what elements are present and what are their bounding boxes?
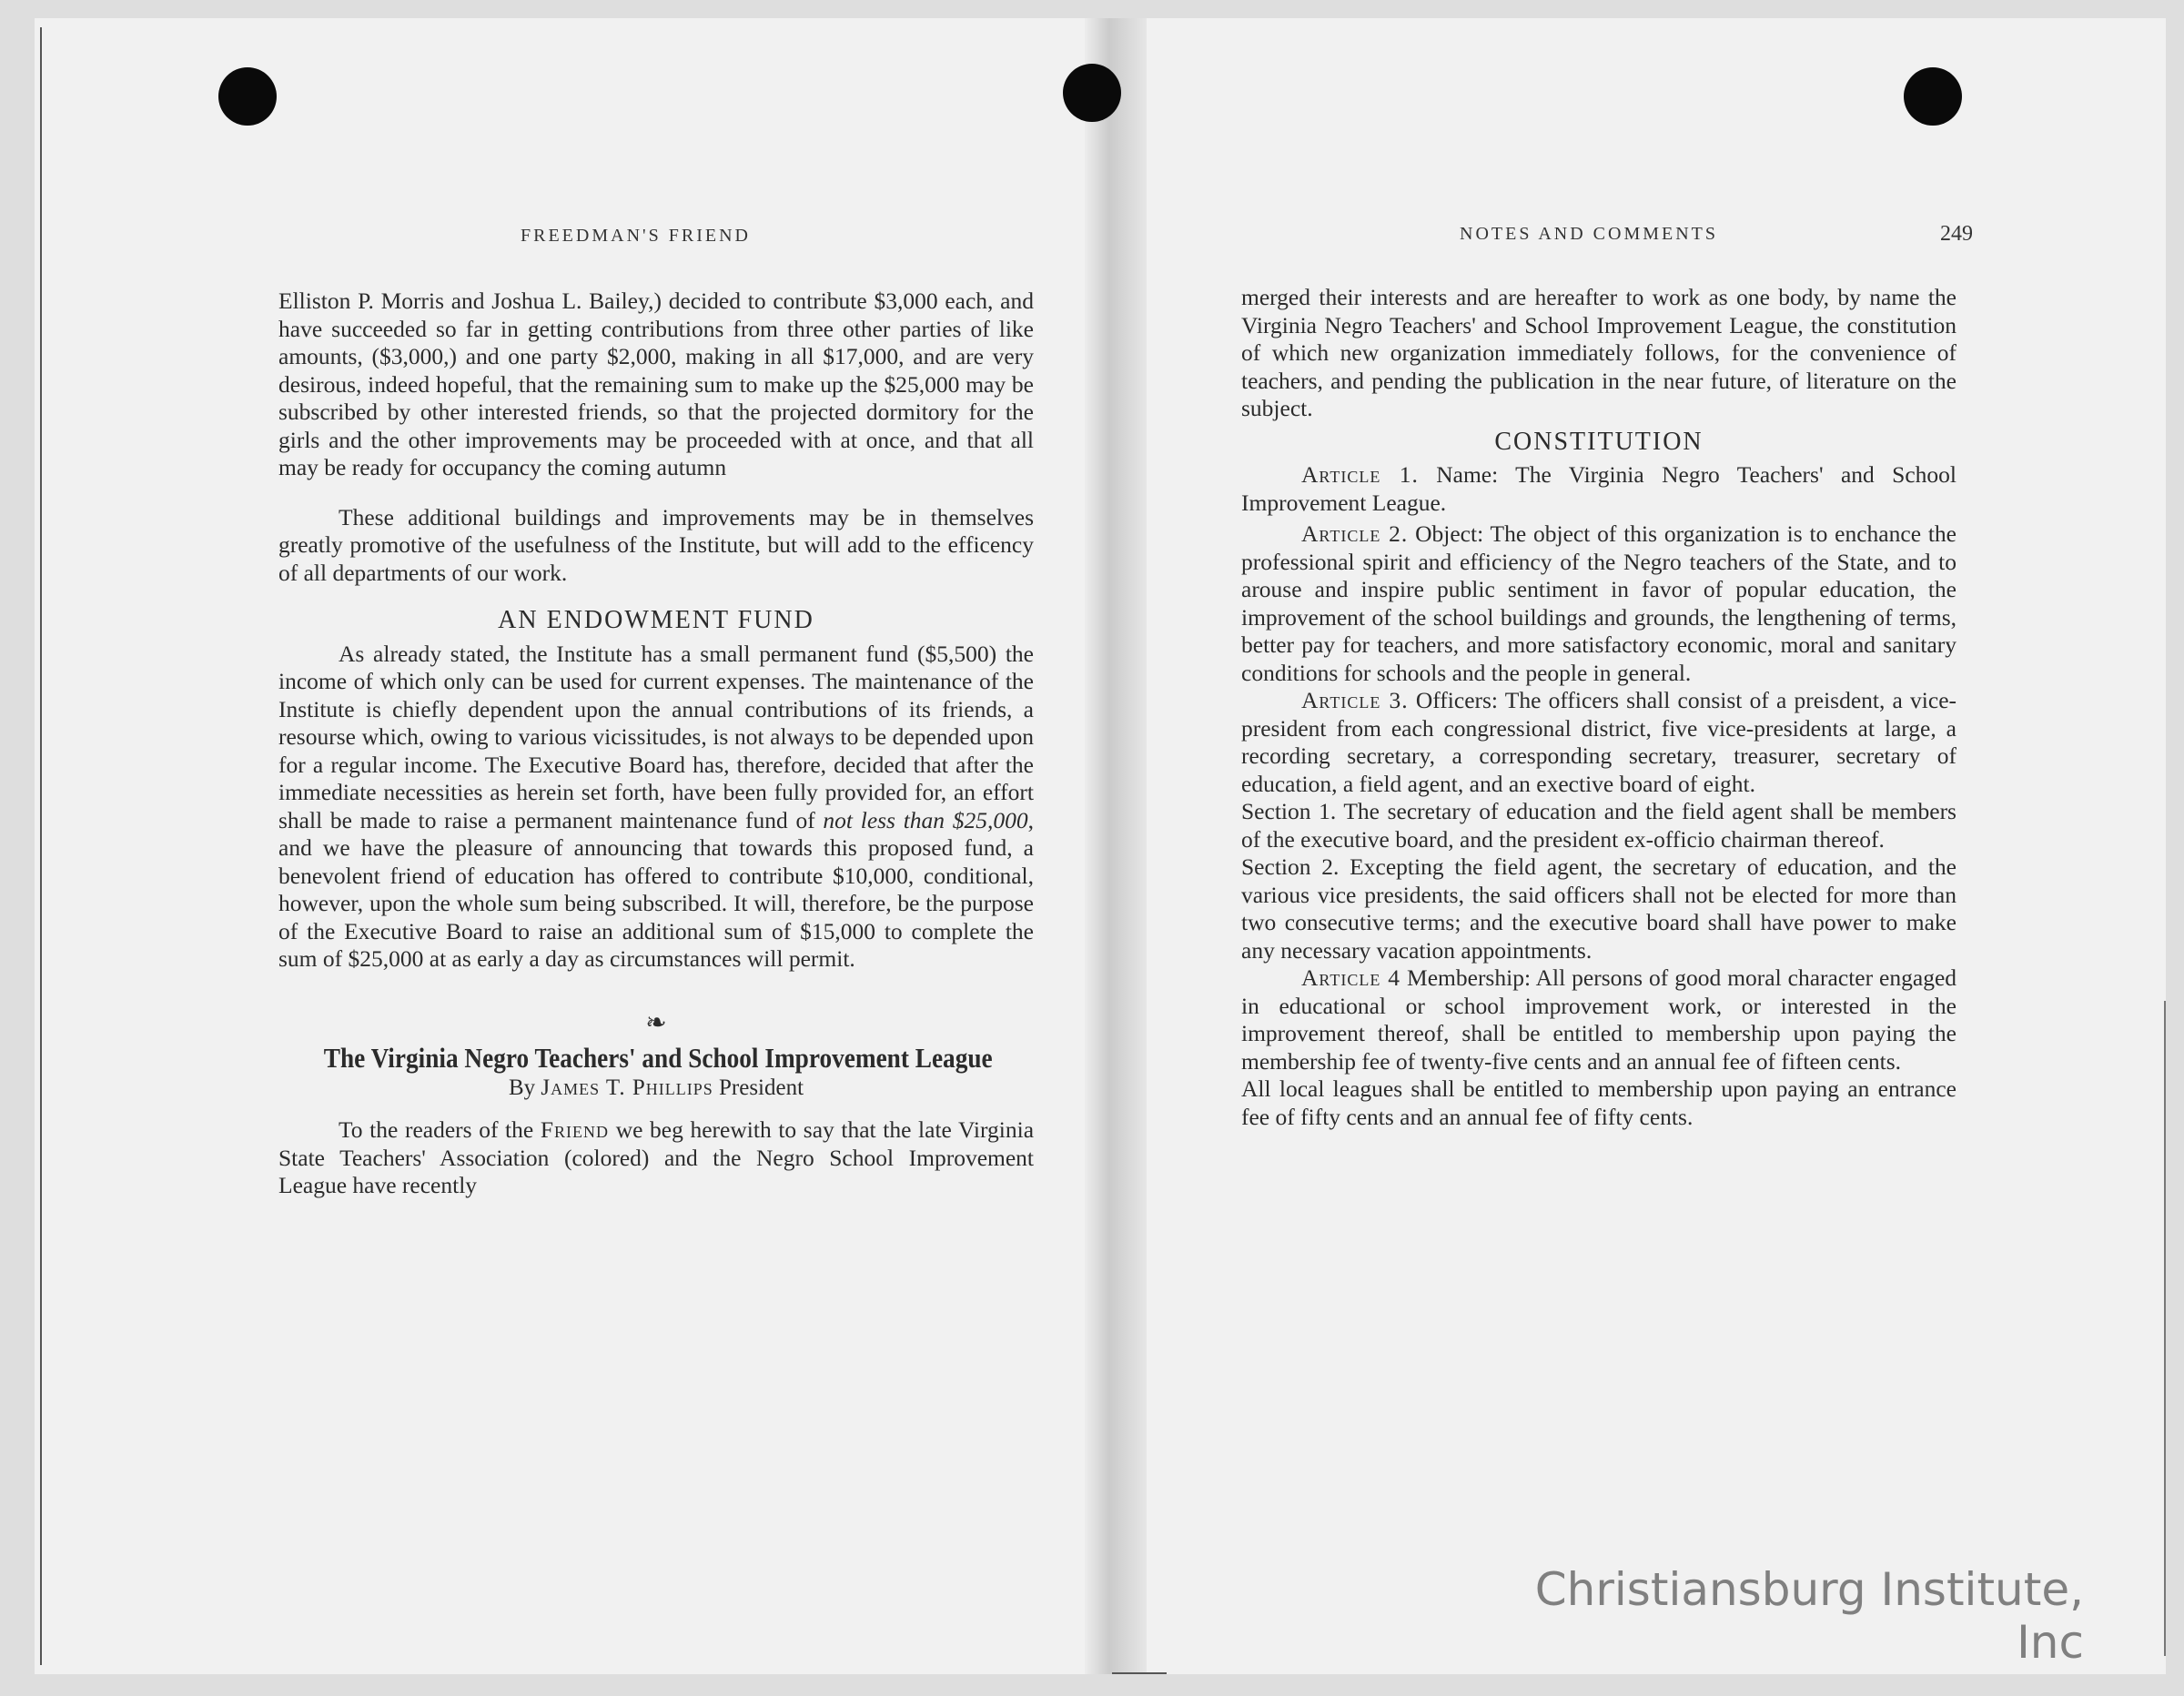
endowment-text-2: , and we have the pleasure of announcing that towards this proposed fund, a benevolent friend of education has offered to contribute $10,000, conditional, however, upon the whole sum being subscribed. It will, therefore, be the purpose of the Executive Board to raise an additional sum of $15,000 to complete the sum of $25,000 at as early a day as circumstances will permit. <box>278 806 1035 972</box>
byline-author: James T. Phillips <box>541 1075 713 1100</box>
league-intro-paragraph <box>278 1116 1034 1200</box>
right-column <box>1241 284 1956 1131</box>
left-column <box>278 288 1034 1200</box>
league-article-title: The Virginia Negro Teachers' and School Improvement League <box>323 1042 993 1074</box>
merged-paragraph: merged their interests and are hereafter to work as one body, by name the Virginia Negro Teachers' and School Improvement League, the constitution of which new organization immediately follows, for the convenience of teachers, and pending the publication in the near future, of literature on the subject. <box>1241 284 1956 421</box>
punch-hole-center <box>1063 64 1121 122</box>
buildings-paragraph: These additional buildings and improvements may be in themselves greatly promotive of the usefulness of the Institute, but will add to the efficency of all departments of our work. <box>278 503 1034 586</box>
constitution-heading: CONSTITUTION <box>1494 427 1704 456</box>
fleuron-ornament: ❧ <box>645 1008 667 1037</box>
league-text-2: we beg herewith to say that the late Virginia State Teachers' Association (colored) and the Negro School Improvement League have recently <box>278 1116 1035 1198</box>
right-edge-line <box>2164 1001 2166 1656</box>
running-head-right: NOTES AND COMMENTS <box>1460 224 1719 244</box>
article-2-text: Object: The object of this organization is to enchance the professional spirit and efficiency of the Negro teachers of the State, and to arouse and inspire public sentiment in favor of popular education, the improvement of the school buildings and grounds, the lengthening of terms, better pay for teachers, and more satisfactory economic, moral and sanitary conditions for schools and the people in general. <box>1241 520 1956 686</box>
article-1-label: Article 1. <box>1301 461 1419 488</box>
section-2: Section 2. Excepting the field agent, the secretary of education, and the various vice presidents, the said officers shall not be elected for more than two consecutive terms; and the executive board shall have power to make any necessary vacation appointments. <box>1241 853 1956 964</box>
league-text-1: To the readers of the <box>339 1116 534 1143</box>
endowment-emphasis: not less than $25,000 <box>823 806 1028 833</box>
intro-paragraph: Elliston P. Morris and Joshua L. Bailey,) decided to contribute $3,000 each, and have succeeded so far in getting contributions from three other parties of like amounts, ($3,000,) and one party $2,000, making in all $17,000, and are very desirous, indeed hopeful, that the remaining sum to make up the $25,000 may be subscribed by other interested friends, so that the projected dormitory for the girls and the other improvements may be proceeded with at once, and that all may be ready for occupancy the coming autumn <box>278 288 1034 480</box>
article-4-label: Article 4 <box>1301 964 1401 991</box>
article-4-text: Membership: All persons of good moral character engaged in educational or school improvement work, or interested in the improvement thereof, shall be entitled to membership upon paying the membership fee of twenty-five cents and an annual fee of fifteen cents. <box>1241 964 1957 1075</box>
byline-role: President <box>719 1075 804 1100</box>
punch-hole-left <box>218 67 277 126</box>
byline <box>278 1075 1034 1103</box>
local-leagues-paragraph: All local leagues shall be entitled to membership upon paying an entrance fee of fifty cents and an annual fee of fifty cents. <box>1241 1075 1956 1130</box>
page-number: 249 <box>1940 222 1973 246</box>
article-3-text: Officers: The officers shall consist of a preisdent, a vice-president from each congressional district, five vice-presidents at large, a recording secretary, a corresponding secretary, treasurer, secretary of education, a field agent, and an exective board of eight. <box>1241 687 1957 797</box>
friend-name: Friend <box>540 1116 610 1143</box>
article-1 <box>1241 461 1956 517</box>
article-1-text: Name: The Virginia Negro Teachers' and School Improvement League. <box>1241 461 1956 516</box>
running-head-left: FREEDMAN'S FRIEND <box>521 226 751 246</box>
gutter-edge-line <box>1112 1672 1167 1674</box>
watermark: Christiansburg Institute, Inc <box>1534 1563 2084 1669</box>
endowment-text-1: As already stated, the Institute has a small permanent fund ($5,500) the income of which only can be used for current expenses. The maintenance of the Institute is chiefly dependent upon the annual contributions of its friends, a resourse which, owing to various vicissitudes, is not always to be depended upon for a regular income. The Executive Board has, therefore, decided that after the immediate necessities as herein set forth, have been fully provided for, an effort shall be made to raise a permanent maintenance fund of <box>278 640 1034 833</box>
byline-prefix: By <box>508 1075 536 1100</box>
article-2-label: Article 2. <box>1301 520 1409 547</box>
punch-hole-right <box>1904 67 1962 126</box>
page-gutter <box>1085 18 1147 1674</box>
article-2 <box>1241 520 1956 687</box>
article-3-label: Article 3. <box>1301 687 1409 713</box>
article-4 <box>1241 964 1956 1075</box>
endowment-heading: AN ENDOWMENT FUND <box>498 606 814 634</box>
article-3 <box>1241 687 1956 798</box>
endowment-paragraph <box>278 641 1034 974</box>
section-1: Section 1. The secretary of education and the field agent shall be members of the executive board, and the president ex-officio chairman thereof. <box>1241 798 1956 853</box>
left-edge-line <box>40 27 42 1665</box>
